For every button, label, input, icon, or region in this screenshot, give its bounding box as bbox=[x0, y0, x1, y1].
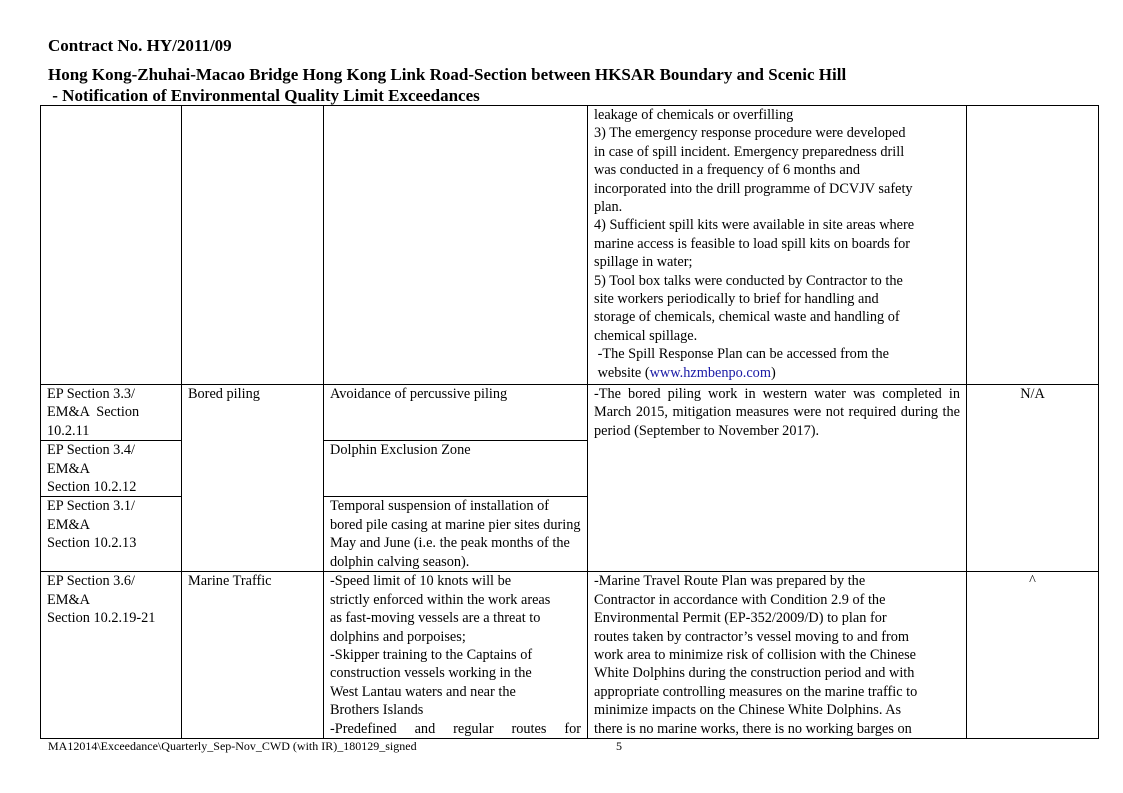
text-line: plan. bbox=[594, 199, 623, 216]
text-line: spillage in water; bbox=[594, 254, 693, 271]
text-line: -Predefined and regular routes for bbox=[330, 720, 581, 737]
category-cell-empty bbox=[182, 106, 324, 385]
text-line: site workers periodically to brief for handling and bbox=[594, 291, 879, 308]
status-text: N/A bbox=[1020, 386, 1045, 402]
measure-text: Temporal suspension of installation of bored pile casing at marine pier sites during May and June (i.e. the peak months of the dolphin calving season). bbox=[330, 498, 581, 570]
category-cell bbox=[182, 385, 324, 572]
text-line bbox=[594, 364, 960, 382]
measure-cell bbox=[324, 385, 588, 441]
text-line: work area to minimize risk of collision with the Chinese bbox=[594, 647, 917, 664]
text-line: EP Section 3.3/ bbox=[47, 386, 136, 402]
measure-cell bbox=[324, 497, 588, 572]
ep-reference-cell bbox=[41, 441, 182, 497]
ref-cell-empty bbox=[41, 106, 182, 385]
website-suffix: ) bbox=[770, 364, 776, 381]
text-line: EM&A bbox=[47, 460, 90, 477]
text-line: -Skipper training to the Captains of bbox=[330, 647, 533, 664]
text-line: routes taken by contractor’s vessel moving to and from bbox=[594, 628, 909, 645]
status-text: ^ bbox=[1029, 573, 1036, 590]
footer-file-path: MA12014\Exceedance\Quarterly_Sep-Nov_CWD (with IR)_180129_signed bbox=[48, 739, 417, 753]
mitigation-measures-table bbox=[40, 105, 1099, 739]
measure-cell bbox=[324, 572, 588, 739]
text-line: in case of spill incident. Emergency preparedness drill bbox=[594, 143, 905, 160]
text-line: 4) Sufficient spill kits were available in site areas where bbox=[594, 217, 915, 234]
text-line: West Lantau waters and near the bbox=[330, 683, 516, 700]
text-line: Environmental Permit (EP-352/2009/D) to plan for bbox=[594, 610, 887, 627]
text-line: -Speed limit of 10 knots will be bbox=[330, 573, 512, 590]
text-line: 3) The emergency response procedure were developed bbox=[594, 125, 906, 142]
text-line: storage of chemicals, chemical waste and handling of bbox=[594, 309, 900, 326]
implementation-cell bbox=[588, 385, 967, 572]
page-number: 5 bbox=[616, 739, 622, 753]
category-label: Bored piling bbox=[188, 386, 260, 402]
table-row bbox=[41, 385, 1099, 441]
ep-reference-cell bbox=[41, 385, 182, 441]
status-cell-empty bbox=[967, 106, 1099, 385]
implementation-cell bbox=[588, 106, 967, 385]
category-cell bbox=[182, 572, 324, 739]
text-line: EP Section 3.1/ bbox=[47, 498, 136, 515]
measure-cell bbox=[324, 441, 588, 497]
table-row bbox=[41, 106, 1099, 385]
website-prefix: website ( bbox=[594, 364, 650, 381]
measure-text: Dolphin Exclusion Zone bbox=[330, 442, 471, 459]
text-line: EM&A Section bbox=[47, 404, 140, 421]
status-cell bbox=[967, 385, 1099, 572]
text-line: dolphins and porpoises; bbox=[330, 628, 466, 645]
text-line: -The Spill Response Plan can be accessed from the bbox=[594, 346, 889, 363]
text-line: chemical spillage. bbox=[594, 327, 698, 344]
text-line: appropriate controlling measures on the marine traffic to bbox=[594, 683, 918, 700]
project-title: Hong Kong-Zhuhai-Macao Bridge Hong Kong Link Road-Section between HKSAR Boundary and Scenic Hill bbox=[48, 65, 847, 84]
text-line: marine access is feasible to load spill kits on boards for bbox=[594, 235, 911, 252]
text-line: 5) Tool box talks were conducted by Contractor to the bbox=[594, 272, 903, 289]
category-label: Marine Traffic bbox=[188, 573, 272, 590]
text-line: incorporated into the drill programme of DCVJV safety bbox=[594, 180, 913, 197]
implementation-cell bbox=[588, 572, 967, 739]
text-line: 10.2.11 bbox=[47, 422, 90, 439]
text-line: there is no marine works, there is no working barges on bbox=[594, 720, 912, 737]
text-line: White Dolphins during the construction period and with bbox=[594, 665, 915, 682]
website-link[interactable]: www.hzmbenpo.com bbox=[649, 364, 771, 381]
ep-reference-cell bbox=[41, 497, 182, 572]
text-line: EM&A bbox=[47, 591, 90, 608]
measure-text: Avoidance of percussive piling bbox=[330, 386, 508, 402]
ep-reference-cell bbox=[41, 572, 182, 739]
text-line: Section 10.2.19-21 bbox=[47, 610, 156, 627]
table-row bbox=[41, 572, 1099, 739]
measure-cell-empty bbox=[324, 106, 588, 385]
text-line: Contractor in accordance with Condition 2.9 of the bbox=[594, 591, 886, 608]
text-line: minimize impacts on the Chinese White Dolphins. As bbox=[594, 702, 902, 719]
text-line: EM&A bbox=[47, 516, 90, 533]
text-line: as fast-moving vessels are a threat to bbox=[330, 610, 541, 627]
text-line: Brothers Islands bbox=[330, 702, 424, 719]
implementation-text: -The bored piling work in western water was completed in March 2015, mitigation measures were not required during the period (September to November 2017). bbox=[594, 386, 960, 439]
text-line: EP Section 3.4/ bbox=[47, 442, 136, 459]
text-line: leakage of chemicals or overfilling bbox=[594, 107, 794, 123]
text-line: -Marine Travel Route Plan was prepared by the bbox=[594, 573, 866, 590]
text-line: Section 10.2.12 bbox=[47, 479, 137, 496]
text-line: EP Section 3.6/ bbox=[47, 573, 136, 590]
status-cell bbox=[967, 572, 1099, 739]
text-line: Section 10.2.13 bbox=[47, 535, 137, 552]
text-line: strictly enforced within the work areas bbox=[330, 591, 551, 608]
text-line: was conducted in a frequency of 6 months and bbox=[594, 162, 861, 179]
text-line: construction vessels working in the bbox=[330, 665, 532, 682]
document-subtitle: - Notification of Environmental Quality Limit Exceedances bbox=[48, 86, 480, 105]
contract-number: Contract No. HY/2011/09 bbox=[48, 36, 232, 55]
